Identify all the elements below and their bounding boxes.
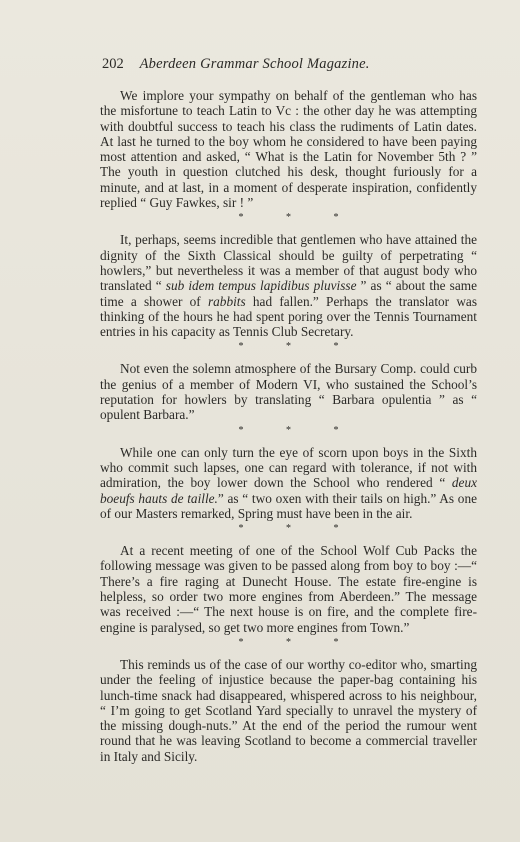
text-run: It, perhaps, seems incredible that gentlemen who have attained the dignity of the Sixth Classical should be guilty of perpetrating “ howlers,” but nevertheless it was a member of that august body who translated “	[100, 232, 477, 294]
section-separator: * * *	[238, 636, 359, 648]
text-run: At a recent meeting of one of the School Wolf Cub Packs the following message was given to be passed along from boy to boy :—“ There’s a fire raging at Dunecht House. The estate fire-engine is helpless, so order two more engines from Aberdeen.” The message was received :—“ The next house is on fire, and the complete fire-engine is paralysed, so get two more engines from Town.”	[100, 543, 477, 635]
text-run: ” as “ about the same time a shower of	[100, 278, 477, 309]
paragraph	[100, 361, 477, 422]
article-body	[100, 88, 477, 764]
page-number: 202	[102, 56, 124, 72]
text-run: While one can only turn the eye of scorn upon boys in the Sixth who commit such lapses, one can regard with tolerance, if not with admiration, the boy lower down the School who rendered “	[100, 444, 477, 491]
text-run: This reminds us of the case of our worthy co-editor who, smarting under the feeling of injustice because the paper-bag containing his lunch-time snack had disappeared, whispered across to his neighbour, “ I’m going to get Scotland Yard specially to unravel the mystery of the missing dough-nuts.” At the end of the period the rumour went round that he was leaving Scotland to become a commercial traveller in Italy and Sicily.	[100, 656, 477, 764]
paragraph	[100, 232, 477, 339]
paragraph	[100, 445, 477, 521]
italic-phrase: sub idem tempus lapidibus pluvisse	[165, 278, 357, 294]
section-separator: * * *	[238, 523, 359, 535]
paragraph	[100, 88, 477, 210]
text-run: We implore your sympathy on behalf of the gentleman who has the misfortune to teach Latin to Vc : the other day he was attempting with doubtful success to teach his class the rudiments of Latin dates. At last he turned to the boy whom he considered to have been paying most attention and asked, “ What is the Latin for November 5th ? ” The youth in question clutched his desk, thought furiously for a minute, and at last, in a moment of desperate inspiration, confidently replied “ Guy Fawkes, sir ! ”	[100, 88, 477, 211]
paragraph	[100, 543, 477, 635]
text-run: had fallen.” Perhaps the translator was thinking of the hours he had spent poring over the Tennis Tournament entries in his capacity as Tennis Club Secretary.	[100, 293, 478, 340]
section-separator: * * *	[238, 212, 359, 224]
italic-phrase: rabbits	[207, 293, 246, 309]
section-separator: * * *	[238, 424, 359, 436]
text-run: Not even the solemn atmosphere of the Bursary Comp. could curb the genius of a member of Modern VI, who sustained the School’s reputation for howlers by translating “ Barbara opulentia ” as “ opulent Barbara.”	[100, 361, 477, 423]
paragraph	[100, 657, 477, 764]
text-run: ” as “ two oxen with their tails on high.” As one of our Masters remarked, Spring must have been in the air.	[100, 490, 477, 521]
section-separator: * * *	[238, 341, 359, 353]
page-header	[102, 56, 482, 72]
magazine-title: Aberdeen Grammar School Magazine.	[139, 56, 370, 72]
italic-phrase: deux boeufs hauts de taille.	[100, 475, 477, 506]
